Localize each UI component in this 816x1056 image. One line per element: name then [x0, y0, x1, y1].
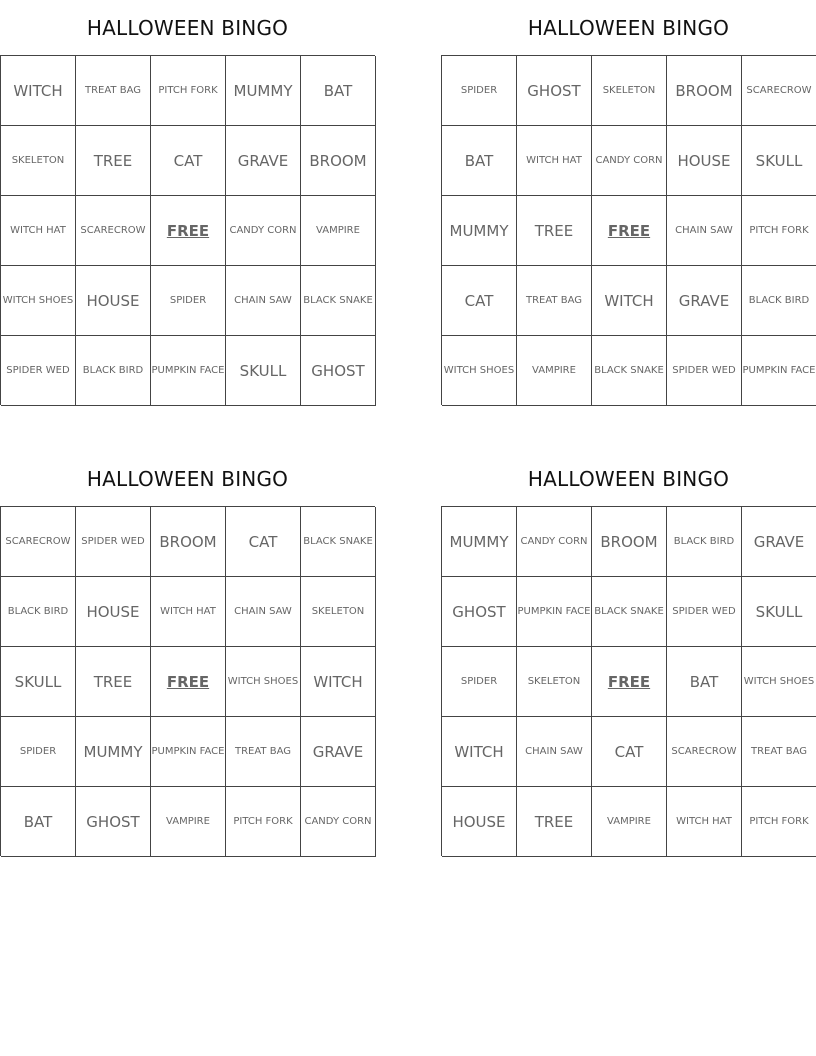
- bingo-cell: PITCH FORK: [742, 196, 816, 266]
- bingo-cell: SKELETON: [517, 647, 592, 717]
- bingo-cell: WITCH SHOES: [1, 266, 76, 336]
- bingo-cell: BLACK BIRD: [742, 266, 816, 336]
- bingo-card-1: [0, 0, 375, 405]
- bingo-cell: TREAT BAG: [76, 56, 151, 126]
- bingo-cell: GRAVE: [667, 266, 742, 336]
- bingo-cell: CANDY CORN: [517, 507, 592, 577]
- bingo-cell: VAMPIRE: [151, 787, 226, 857]
- bingo-cell: SPIDER: [1, 717, 76, 787]
- bingo-cell: SPIDER: [151, 266, 226, 336]
- bingo-cell: BLACK BIRD: [76, 336, 151, 406]
- bingo-cell: WITCH: [592, 266, 667, 336]
- bingo-cell: PUMPKIN FACE: [151, 336, 226, 406]
- bingo-grid: [0, 506, 375, 856]
- bingo-cell: GHOST: [517, 56, 592, 126]
- free-space-cell: FREE: [151, 647, 226, 717]
- bingo-cell: PUMPKIN FACE: [151, 717, 226, 787]
- bingo-cell: BAT: [301, 56, 376, 126]
- bingo-cell: CHAIN SAW: [226, 266, 301, 336]
- bingo-cell: BAT: [667, 647, 742, 717]
- bingo-cell: HOUSE: [442, 787, 517, 857]
- bingo-cell: PITCH FORK: [151, 56, 226, 126]
- bingo-cell: SKULL: [742, 126, 816, 196]
- bingo-cell: SCARECROW: [1, 507, 76, 577]
- bingo-cell: SKULL: [742, 577, 816, 647]
- free-space-cell: FREE: [151, 196, 226, 266]
- bingo-cell: CAT: [592, 717, 667, 787]
- bingo-cell: TREAT BAG: [226, 717, 301, 787]
- bingo-cell: GRAVE: [301, 717, 376, 787]
- bingo-cell: BLACK SNAKE: [301, 266, 376, 336]
- bingo-cell: TREE: [76, 126, 151, 196]
- bingo-cell: SPIDER WED: [76, 507, 151, 577]
- bingo-grid: [441, 55, 816, 405]
- bingo-cell: BLACK SNAKE: [301, 507, 376, 577]
- bingo-cell: SKELETON: [592, 56, 667, 126]
- bingo-cell: GHOST: [301, 336, 376, 406]
- bingo-cell: SCARECROW: [667, 717, 742, 787]
- bingo-cell: MUMMY: [76, 717, 151, 787]
- bingo-cell: PITCH FORK: [742, 787, 816, 857]
- bingo-cell: WITCH HAT: [151, 577, 226, 647]
- bingo-cell: MUMMY: [442, 196, 517, 266]
- bingo-cell: WITCH SHOES: [226, 647, 301, 717]
- bingo-cell: TREE: [76, 647, 151, 717]
- bingo-cell: PUMPKIN FACE: [742, 336, 816, 406]
- bingo-cell: SPIDER WED: [667, 577, 742, 647]
- bingo-cell: BROOM: [592, 507, 667, 577]
- bingo-cell: HOUSE: [76, 577, 151, 647]
- bingo-cell: WITCH: [301, 647, 376, 717]
- free-space-cell: FREE: [592, 647, 667, 717]
- bingo-cell: BAT: [1, 787, 76, 857]
- bingo-cell: WITCH SHOES: [442, 336, 517, 406]
- bingo-cell: WITCH HAT: [667, 787, 742, 857]
- bingo-cell: SKULL: [226, 336, 301, 406]
- bingo-cell: SPIDER: [442, 647, 517, 717]
- bingo-cell: CAT: [226, 507, 301, 577]
- card-title: HALLOWEEN BINGO: [86, 466, 289, 491]
- bingo-cell: WITCH SHOES: [742, 647, 816, 717]
- card-title: HALLOWEEN BINGO: [86, 15, 289, 40]
- bingo-cell: CHAIN SAW: [517, 717, 592, 787]
- bingo-cell: HOUSE: [76, 266, 151, 336]
- bingo-cell: GHOST: [76, 787, 151, 857]
- bingo-card-4: [441, 451, 816, 856]
- bingo-cell: VAMPIRE: [592, 787, 667, 857]
- bingo-cell: BAT: [442, 126, 517, 196]
- bingo-cell: HOUSE: [667, 126, 742, 196]
- bingo-cell: SPIDER WED: [1, 336, 76, 406]
- bingo-cell: WITCH HAT: [517, 126, 592, 196]
- bingo-cell: BROOM: [151, 507, 226, 577]
- bingo-cell: CANDY CORN: [301, 787, 376, 857]
- bingo-cell: CHAIN SAW: [667, 196, 742, 266]
- bingo-cell: CANDY CORN: [592, 126, 667, 196]
- bingo-cell: TREAT BAG: [517, 266, 592, 336]
- bingo-cell: VAMPIRE: [517, 336, 592, 406]
- bingo-cell: BLACK SNAKE: [592, 336, 667, 406]
- bingo-cell: SCARECROW: [76, 196, 151, 266]
- bingo-cell: GRAVE: [226, 126, 301, 196]
- bingo-cell: PITCH FORK: [226, 787, 301, 857]
- bingo-cell: TREE: [517, 787, 592, 857]
- bingo-cell: BLACK BIRD: [1, 577, 76, 647]
- card-title: HALLOWEEN BINGO: [527, 466, 730, 491]
- bingo-cell: WITCH: [1, 56, 76, 126]
- bingo-cell: MUMMY: [442, 507, 517, 577]
- bingo-cell: SPIDER: [442, 56, 517, 126]
- bingo-cell: BLACK BIRD: [667, 507, 742, 577]
- free-space-cell: FREE: [592, 196, 667, 266]
- bingo-card-2: [441, 0, 816, 405]
- bingo-cell: CHAIN SAW: [226, 577, 301, 647]
- bingo-grid: [441, 506, 816, 856]
- bingo-card-3: [0, 451, 375, 856]
- bingo-cell: CAT: [151, 126, 226, 196]
- bingo-grid: [0, 55, 375, 405]
- bingo-cell: SKELETON: [1, 126, 76, 196]
- bingo-cell: TREAT BAG: [742, 717, 816, 787]
- bingo-cell: CANDY CORN: [226, 196, 301, 266]
- bingo-cell: GRAVE: [742, 507, 816, 577]
- bingo-cell: BROOM: [667, 56, 742, 126]
- bingo-cell: BLACK SNAKE: [592, 577, 667, 647]
- bingo-cell: WITCH: [442, 717, 517, 787]
- bingo-cell: BROOM: [301, 126, 376, 196]
- bingo-cell: CAT: [442, 266, 517, 336]
- bingo-cell: SCARECROW: [742, 56, 816, 126]
- bingo-cell: GHOST: [442, 577, 517, 647]
- card-title: HALLOWEEN BINGO: [527, 15, 730, 40]
- bingo-cell: WITCH HAT: [1, 196, 76, 266]
- bingo-cell: SPIDER WED: [667, 336, 742, 406]
- bingo-cell: SKELETON: [301, 577, 376, 647]
- bingo-cell: PUMPKIN FACE: [517, 577, 592, 647]
- bingo-cell: VAMPIRE: [301, 196, 376, 266]
- bingo-cell: SKULL: [1, 647, 76, 717]
- bingo-cell: TREE: [517, 196, 592, 266]
- bingo-cell: MUMMY: [226, 56, 301, 126]
